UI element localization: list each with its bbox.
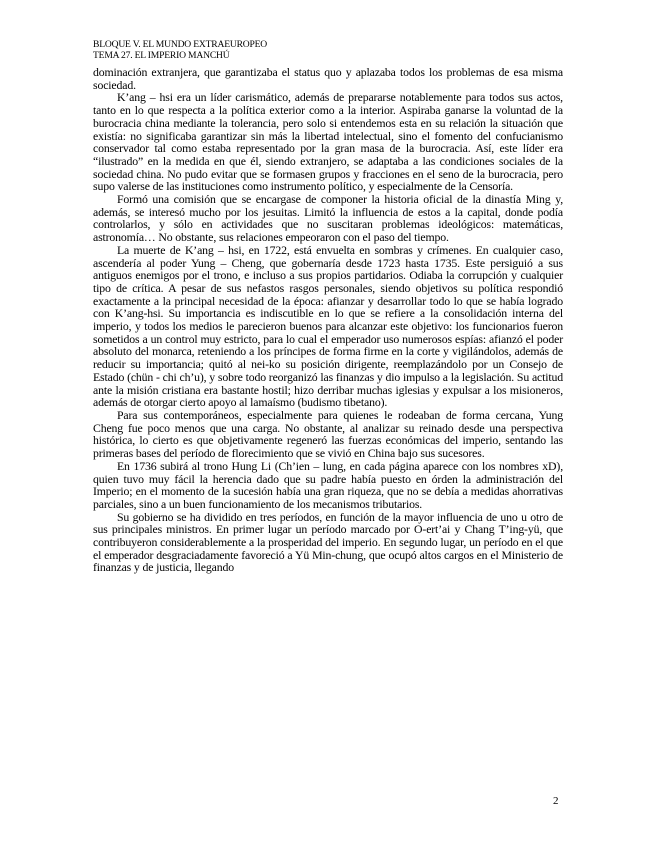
- running-header: [93, 40, 267, 61]
- header-topic-title: TEMA 27. EL IMPERIO MANCHÚ: [93, 49, 230, 61]
- paragraph: dominación extranjera, que garantizaba el status quo y aplazaba todos los problemas de esa misma sociedad.: [93, 65, 563, 92]
- paragraph: Formó una comisión que se encargase de componer la historia oficial de la dinastía Ming y, además, se interesó mucho por los jesuitas. Limitó la influencia de estos a la capital, donde podía controlarlos, y sólo en actividades que no suscitaran problemas ideológicos: matemáticas, astronomía… No obstante, sus relaciones empeoraron con el paso del tiempo.: [93, 192, 563, 245]
- paragraph: K’ang – hsi era un líder carismático, además de prepararse notablemente para todos sus actos, tanto en lo que respecta a la política exterior como a la interior. Aspiraba ganarse la voluntad de la burocracia china mediante la tolerancia, pero solo si entendemos esta en su relación la situación que existía: no significaba garantizar sin más la libertad intelectual, sino el fomento del confucianismo conservador tal como estaba representado por la gran masa de la burocracia. Así, este líder era “ilustrado” en la medida en que él, siendo extranjero, se adaptaba a las condiciones sociales de la sociedad china. No pudo evitar que se formasen grupos y fracciones en el seno de la burocracia, pero supo valerse de las instituciones como instrumento político, y especialmente de la Censoría.: [93, 90, 563, 194]
- body-text: [93, 66, 563, 574]
- paragraph: Su gobierno se ha dividido en tres períodos, en función de la mayor influencia de uno u otro de sus principales ministros. En primer lugar un período marcado por O-ert’ai y Chang T’ing-yü, que contribuyeron considerablemente a la prosperidad del imperio. En segundo lugar, un período en el que el emperador desgraciadamente favoreció a Yü Min-chung, que ocupó altos cargos en el Ministerio de finanzas y de justicia, llegando: [93, 509, 563, 575]
- page-number: 2: [553, 795, 559, 807]
- header-block-title: BLOQUE V. EL MUNDO EXTRAEUROPEO: [93, 39, 268, 50]
- paragraph: Para sus contemporáneos, especialmente para quienes le rodeaban de forma cercana, Yung Cheng fue poco menos que una carga. No obstante, al analizar su reinado desde una perspectiva histórica, lo cierto es que objetivamente regeneró las fuerzas económicas del imperio, sentando las primeras bases del período de florecimiento que se vivió en China bajo sus sucesores.: [93, 407, 563, 461]
- paragraph: La muerte de K’ang – hsi, en 1722, está envuelta en sombras y crímenes. En cualquier caso, ascendería al poder Yung – Cheng, que gobernaría desde 1723 hasta 1735. Este persiguió a sus antiguos enemigos por el trono, e incluso a sus propios partidarios. Odiaba la corrupción y cualquier tipo de crítica. A pesar de sus nefastos rasgos personales, siendo objetivos su política respondió exactamente a la principal necesidad de la época: afianzar y desarrollar todo lo que se había logrado con K’ang-hsi. Su importancia es indiscutible en lo que se refiere a la consolidación interna del imperio, y todos los medios le parecieron buenos para alcanzar este objetivo: los funcionarios fueron sometidos a un control muy estricto, para lo cual el emperador uso numerosos espías: afianzó el poder absoluto del monarca, reteniendo a los príncipes de forma firme en la corte y vigilándolos, además de reducir su importancia; quitó al nei-ko su posición dirigente, reemplazándolo por un Consejo de Estado (chün - chi ch’u), y sobre todo reorganizó las finanzas y dio impulso a la legislación. Su actitud ante la misión cristiana era bastante hostil; hizo derribar muchas iglesias y expulsar a los misioneros, además de otorgar cierto apoyo al lamaísmo (budismo tibetano).: [93, 242, 563, 410]
- paragraph: En 1736 subirá al trono Hung Li (Ch’ien – lung, en cada página aparece con los nombres xD), quien tuvo muy fácil la herencia dado que su padre había puesto en órden la administración del Imperio; en el momento de la sucesión había una gran riqueza, que no se debía a medidas ahorrativas parciales, sino a un buen funcionamiento de los mecanismos tributarios.: [93, 458, 563, 511]
